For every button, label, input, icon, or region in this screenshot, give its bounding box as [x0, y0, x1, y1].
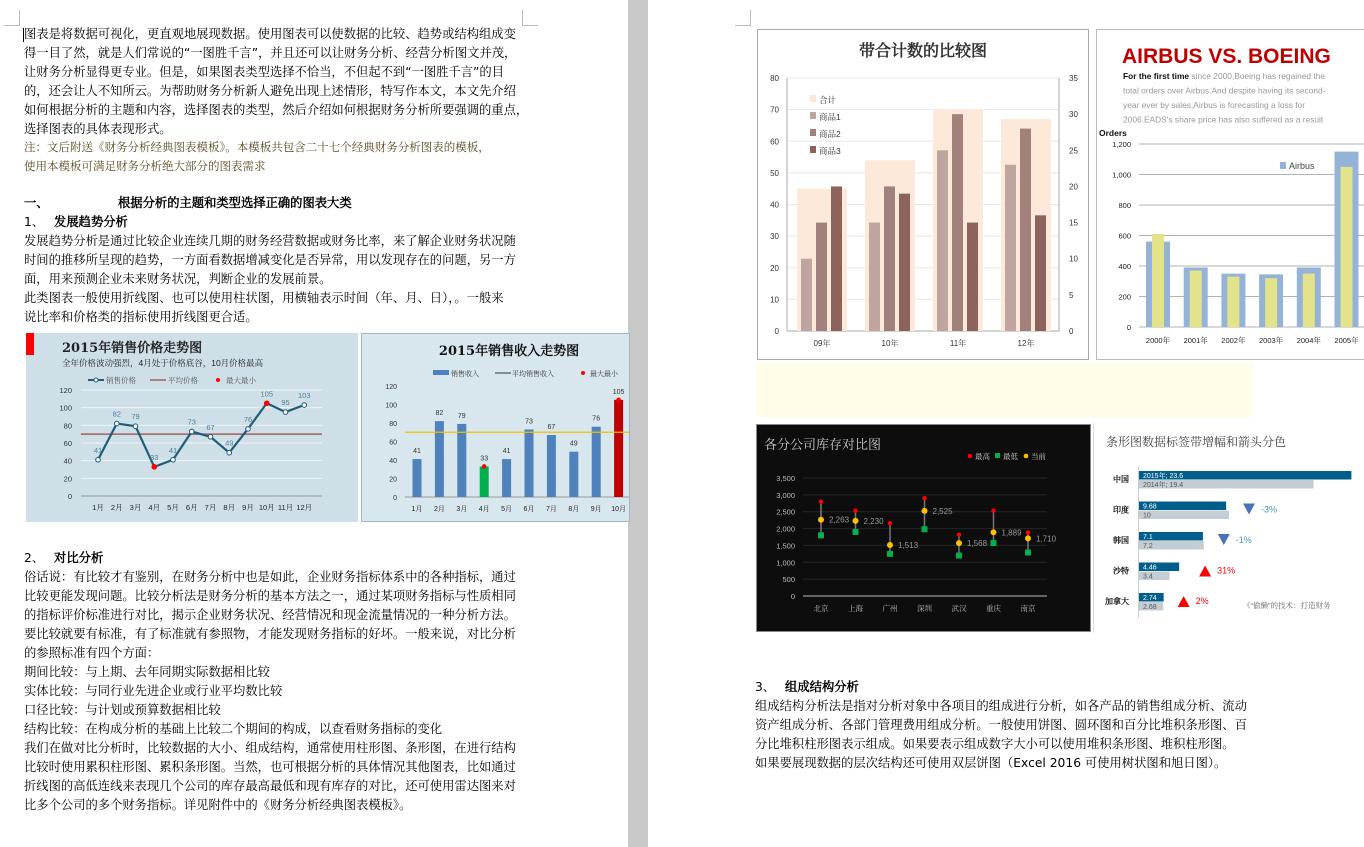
legend-label: Airbus [1289, 161, 1315, 171]
data-point [152, 465, 157, 470]
x-tick-label: 2000年 [1145, 336, 1171, 345]
y-tick-label: 1,000 [1112, 170, 1131, 180]
text-line: 注：文后附送《财务分析经典图表模板》。本模板共包含二十七个经典财务分析图表的模板， [24, 140, 490, 154]
x-tick-label: 上海 [848, 604, 863, 613]
label-2015: 7.1 [1143, 534, 1153, 541]
y-tick-label-right: 20 [1069, 182, 1078, 192]
text-line: 口径比较：与计划或预算数据相比较 [24, 703, 221, 717]
legend-swatch [810, 129, 816, 136]
data-point [283, 410, 288, 415]
data-point [264, 401, 269, 406]
description-line: year ever by sales,Airbus is forecasting a loss for [1123, 100, 1306, 110]
legend-label: 平均价格 [168, 376, 198, 385]
section-number: 一、 [24, 196, 49, 210]
text-line: 比多个公司的多个财务指标。详见附件中的《财务分析经典图表模板》。 [24, 798, 412, 812]
x-tick-label: 2005年 [1334, 336, 1359, 345]
subheading-structure [755, 678, 859, 697]
y-tick-label: 120 [385, 384, 397, 391]
data-label: 41 [502, 448, 511, 456]
text-line: 要比较就要有标准，有了标准就有参照物，才能发现财务指标的好坏。一般来说，对比分析 [24, 627, 516, 641]
y-tick-label: 20 [63, 474, 72, 484]
sub-title: 发展趋势分析 [54, 215, 128, 229]
section-title: 根据分析的主题和类型选择正确的图表大类 [118, 196, 352, 210]
low-marker [818, 532, 824, 538]
text-line: 结构比较：在构成分析的基础上比较二个期间的构成，以查看财务指标的变化 [24, 722, 443, 736]
y-tick-label-left: 0 [774, 327, 779, 336]
airbus-boeing-chart [1095, 28, 1364, 362]
data-label: 49 [569, 440, 578, 448]
data-point [133, 424, 138, 429]
high-marker [853, 509, 857, 513]
legend-swatch [810, 112, 816, 119]
legend-marker [995, 453, 1000, 458]
legend-marker [1024, 454, 1029, 459]
legend-label: 商品1 [819, 112, 841, 122]
subheading-compare [24, 549, 103, 568]
data-point [171, 457, 176, 462]
product-bar [869, 223, 880, 331]
current-label: 2,263 [829, 515, 850, 525]
corner-mark [735, 10, 751, 26]
product-bar [967, 223, 978, 331]
x-tick-label: 北京 [813, 604, 829, 613]
high-marker [819, 499, 823, 503]
category-label: 沙特 [1113, 566, 1129, 576]
current-marker [887, 542, 893, 548]
x-tick-label: 1月 [92, 503, 104, 512]
change-label: -3% [1261, 504, 1278, 515]
text-line: 比较更能发现问题。比较分析法是财务分析的基本方法之一，通过某项财务指标与性质相同 [24, 589, 516, 603]
data-label: 79 [131, 412, 140, 422]
extreme-marker [616, 398, 621, 403]
sub-number: 2、 [24, 551, 45, 565]
boeing-bar [1190, 271, 1202, 327]
low-marker [922, 526, 928, 532]
text-line: 图表是将数据可视化，更直观地展现数据。使用图表可以使数据的比较、趋势或结构组成变 [24, 27, 516, 41]
current-label: 1,710 [1036, 534, 1057, 544]
low-marker [887, 551, 893, 557]
y-tick-label: 80 [389, 421, 397, 428]
text-line: 的参照标准有四个方面： [24, 646, 160, 660]
high-marker [1026, 530, 1030, 534]
change-label: 31% [1217, 565, 1236, 576]
y-tick-label-right: 0 [1069, 327, 1074, 336]
x-tick-label: 10年 [881, 339, 899, 348]
y-tick-label: 60 [389, 439, 397, 447]
product-bar [952, 114, 963, 331]
label-2014: 10 [1143, 512, 1151, 520]
legend-label: 最高 [975, 452, 990, 461]
text-line: 如果要展现数据的层次结构还可使用双层饼图（Excel 2016 可使用树状图和旭日图）。 [755, 756, 1227, 770]
x-tick-label: 11月 [277, 503, 294, 512]
text-line: 让财务分析显得更专业。但是，如果图表类型选择不恰当，不但起不到“一图胜千言”的目 [24, 65, 505, 79]
x-tick-label: 2003年 [1259, 336, 1284, 345]
data-label: 105 [612, 388, 625, 396]
data-label: 49 [225, 438, 234, 448]
bar [413, 459, 422, 497]
y-tick-label: 120 [59, 386, 72, 395]
data-label: 41 [413, 448, 421, 456]
bar [614, 400, 623, 497]
x-tick-label: 7月 [204, 503, 217, 512]
x-tick-label: 2001年 [1183, 336, 1208, 345]
data-point [114, 421, 119, 426]
text-line: 如何根据分析的主题和内容，选择图表的类型，然后介绍如何根据财务分析所要强调的重点， [24, 103, 529, 117]
y-tick-label: 3,000 [776, 490, 795, 500]
low-marker [991, 540, 997, 546]
boeing-bar [1303, 274, 1315, 327]
label-2015: 9.68 [1143, 503, 1157, 511]
data-label: 67 [206, 422, 215, 432]
x-tick-label: 2月 [110, 503, 123, 512]
current-label: 1,889 [1001, 528, 1022, 538]
sub-number: 1、 [24, 215, 45, 229]
text-line: 俗话说：有比较才有鉴别，在财务分析中也是如此，企业财务指标体系中的各种指标，通过 [24, 570, 516, 584]
label-2014: 2.68 [1143, 604, 1157, 611]
y-tick-label: 800 [1118, 201, 1131, 210]
product-bar [1020, 129, 1031, 331]
x-tick-label: 12月 [296, 503, 313, 512]
data-label: 103 [297, 391, 311, 401]
text-line: 面，用来预测企业未来财务状况，判断企业的发展前景。 [24, 272, 332, 286]
data-label: 41 [93, 445, 103, 455]
x-tick-label: 2002年 [1221, 336, 1246, 345]
x-tick-label: 11年 [949, 339, 967, 348]
y-tick-label: 400 [1118, 262, 1131, 271]
data-point [189, 429, 194, 434]
high-marker [957, 532, 961, 536]
x-tick-label: 12年 [1017, 339, 1035, 348]
product-bar [884, 186, 895, 331]
chart-background [362, 334, 630, 522]
data-label: 95 [281, 398, 290, 408]
y-tick-label: 60 [63, 439, 72, 448]
revenue-trend-chart [361, 333, 630, 522]
lead-text: For the first time [1123, 71, 1190, 81]
bar [502, 459, 511, 497]
current-marker [1025, 535, 1031, 541]
low-marker [853, 529, 859, 535]
legend-label: 商品3 [819, 146, 841, 156]
y-tick-label: 0 [393, 495, 397, 502]
legend-label: 销售价格 [106, 376, 136, 385]
chart-title: 2015年销售价格走势图 [62, 341, 203, 356]
high-marker [888, 521, 892, 525]
chart-description [1123, 71, 1325, 81]
y-tick-label-left: 10 [770, 295, 779, 305]
text-line: 折线图的高低连线来表现几个公司的库存最高最低和现有库存的对比，还可使用雷达图来对 [24, 779, 516, 793]
structure-paragraph[interactable] [755, 697, 1247, 773]
text-line: 分比堆积柱形图表示组成。如果要表示组成数字大小可以使用堆积条形图、堆积柱形图。 [755, 737, 1235, 751]
section-heading [24, 194, 352, 213]
data-label: 82 [435, 410, 444, 418]
y-tick-label: 500 [782, 575, 795, 585]
change-label: 2% [1195, 596, 1209, 606]
label-2014: 7.2 [1143, 543, 1153, 550]
description-line: total orders over Airbus.And despite having its second- [1123, 85, 1326, 96]
x-tick-label: 09年 [813, 339, 831, 348]
x-tick-label: 8月 [568, 506, 580, 513]
text-line: 使用本模板可满足财务分析绝大部分的图表需求 [24, 159, 266, 173]
price-trend-chart [26, 333, 358, 522]
text-line: 组成结构分析法是指对分析对象中各项目的组成进行分析，如各产品的销售组成分析、流动 [755, 699, 1247, 713]
y-tick-label-left: 20 [770, 263, 779, 273]
y-tick-label-right: 30 [1069, 110, 1078, 120]
y-tick-label: 3,500 [776, 474, 795, 483]
product-bar [937, 150, 948, 331]
corner-mark [4, 10, 20, 26]
text-line: 我们在做对比分析时，比较数据的大小、组成结构，通常使用柱形图、条形图，在进行结构 [24, 741, 516, 755]
x-tick-label: 武汉 [951, 604, 967, 613]
text-line: 资产组成分析、各部门管理费用组成分析。一般使用饼图、圆环图和百分比堆积条形图、百 [755, 718, 1247, 732]
y-tick-label-right: 5 [1069, 290, 1074, 300]
data-label: 105 [260, 389, 274, 399]
text-line: since 2000,Boeing has regained the [1189, 71, 1326, 81]
bar-2014 [1139, 511, 1229, 520]
current-label: 2,525 [932, 506, 953, 516]
y-tick-label: 1,000 [776, 558, 795, 568]
text-line: 的，还会让人不知所云。为帮助财务分析新人避免出现上述情形，特写作本文，本文先介绍 [24, 84, 516, 98]
current-marker [853, 518, 859, 524]
sub-title: 组成结构分析 [785, 680, 859, 694]
legend-label: 平均销售收入 [512, 371, 554, 378]
boeing-bar [1227, 277, 1239, 327]
x-tick-label: 4月 [478, 506, 490, 513]
bar [525, 429, 534, 497]
text-line: 期间比较：与上期、去年同期实际数据相比较 [24, 665, 270, 679]
boeing-bar [1152, 234, 1164, 327]
product-bar [831, 186, 842, 331]
x-tick-label: 3月 [456, 506, 468, 513]
text-line: 说比率和价格类的指标使用折线图更合适。 [24, 310, 258, 324]
category-label: 加拿大 [1105, 597, 1129, 606]
data-point [246, 427, 251, 432]
y-tick-label-left: 80 [770, 74, 779, 83]
high-marker [991, 509, 995, 513]
legend-marker [968, 454, 973, 459]
legend-swatch [810, 146, 816, 153]
extreme-marker [482, 464, 487, 469]
data-label: 67 [547, 424, 556, 432]
y-tick-label: 2,000 [776, 524, 795, 534]
data-label: 73 [187, 417, 196, 427]
inventory-comparison-chart [755, 423, 1092, 633]
note-paragraph[interactable] [24, 138, 490, 176]
x-tick-label: 2004年 [1296, 336, 1321, 345]
data-label: 82 [112, 409, 121, 419]
subheading-trend [24, 213, 128, 232]
chart-title: AIRBUS VS. BOEING [1122, 45, 1331, 68]
data-label: 79 [457, 412, 466, 420]
current-label: 1,568 [967, 539, 988, 549]
legend-label: 当前 [1031, 452, 1046, 461]
data-point [208, 435, 213, 440]
legend-label: 销售收入 [451, 371, 479, 378]
growth-bar-chart [1093, 423, 1364, 633]
y-tick-label: 200 [1118, 292, 1131, 302]
page-gutter [628, 0, 648, 847]
current-marker [956, 540, 962, 546]
legend-label: 合计 [819, 95, 837, 105]
legend-extreme-swatch [216, 378, 220, 382]
text-line: 得一目了然，就是人们常说的“一图胜千言”，并且还可以让财务分析、经营分析图文并茂， [24, 46, 517, 60]
y-tick-label: 2,500 [776, 507, 795, 517]
product-bar [1035, 215, 1046, 331]
x-tick-label: 4月 [148, 503, 161, 512]
boeing-bar [1265, 278, 1277, 327]
data-label: 73 [525, 418, 533, 426]
category-label: 印度 [1113, 505, 1129, 515]
x-tick-label: 深圳 [917, 604, 932, 613]
y-tick-label-left: 40 [770, 200, 779, 210]
y-tick-label: 0 [67, 492, 72, 501]
text-line: 比较时使用累积柱形图、累积条形图。当然，也可根据分析的具体情况其他图表，比如通过 [24, 760, 516, 774]
y-tick-label-left: 50 [770, 168, 779, 178]
x-tick-label: 9月 [242, 503, 254, 512]
y-tick-label-left: 70 [770, 105, 779, 115]
x-tick-label: 9月 [590, 506, 602, 513]
legend-swatch [810, 95, 816, 102]
current-marker [922, 508, 928, 514]
data-point [227, 450, 232, 455]
current-marker [818, 517, 824, 523]
data-label: 76 [592, 415, 601, 423]
x-tick-label: 10月 [258, 503, 275, 512]
corner-mark [522, 10, 538, 26]
chart-subtitle: 全年价格波动强烈，4月处于价格底谷，10月价格最高 [62, 358, 264, 368]
x-tick-label: 6月 [523, 506, 535, 513]
y-tick-label: 40 [389, 458, 397, 465]
x-tick-label: 8月 [223, 503, 236, 512]
x-tick-label: 5月 [501, 506, 513, 513]
trend-paragraph[interactable] [24, 232, 516, 327]
boeing-bar [1341, 167, 1353, 327]
y-tick-label-left: 30 [770, 232, 779, 242]
low-marker [1025, 550, 1031, 556]
legend-marker [94, 378, 98, 382]
text-line: 的指标评价标准进行对比，揭示企业财务状况、经营情况和现金流量情况的一种分析方法。 [24, 608, 516, 622]
data-label: 76 [243, 414, 253, 424]
label-2015: 2.74 [1143, 595, 1157, 602]
text-line: 选择图表的具体表现形式。 [24, 122, 172, 136]
legend-label: 商品2 [819, 129, 841, 139]
y-tick-label: 0 [790, 592, 795, 601]
legend-bar-swatch [433, 370, 449, 375]
chart-title: 2015年销售收入走势图 [438, 344, 580, 359]
data-label: 41 [168, 445, 178, 455]
bar [480, 466, 489, 497]
y-tick-label-right: 25 [1069, 146, 1078, 156]
description-line: 2006.EADS's share price has also suffered as a result [1123, 114, 1324, 125]
x-tick-label: 7月 [545, 506, 557, 513]
intro-paragraph[interactable] [24, 25, 528, 139]
text-line: 实体比较：与同行业先进企业或行业平均数比较 [24, 684, 283, 698]
y-tick-label: 20 [389, 476, 397, 484]
y-tick-label-right: 15 [1069, 218, 1078, 228]
category-label: 中国 [1113, 475, 1129, 484]
text-line: 此类图表一般使用折线图、也可以使用柱状图，用横轴表示时间（年、月、日），。一般来 [24, 291, 504, 305]
y-tick-label: 600 [1118, 231, 1131, 241]
current-marker [991, 529, 997, 535]
y-tick-label: 80 [63, 421, 72, 431]
y-tick-label: 1,200 [1112, 140, 1131, 149]
y-tick-label: 0 [1126, 323, 1131, 332]
current-label: 2,230 [863, 516, 884, 526]
highlight-area [756, 363, 1253, 417]
y-tick-label: 1,500 [776, 541, 795, 551]
accent-bar [26, 333, 34, 355]
data-point [96, 457, 101, 462]
chart-title: 带合计数的比较图 [858, 41, 988, 60]
y-tick-label-left: 60 [770, 137, 779, 147]
legend-label: 最大最小 [226, 376, 256, 385]
y-tick-label: 40 [63, 456, 72, 466]
footer-text: 《“偷懒”的技术：打造财务 [1243, 601, 1331, 610]
x-tick-label: 南京 [1020, 604, 1036, 613]
y-axis-title: Orders [1099, 128, 1127, 138]
low-marker [956, 553, 962, 559]
x-tick-label: 10月 [611, 506, 626, 513]
y-tick-label: 100 [385, 402, 397, 410]
data-label: 33 [150, 452, 159, 462]
legend-label: 最大最小 [590, 371, 618, 378]
label-2014: 3.4 [1143, 573, 1153, 581]
change-label: -1% [1235, 535, 1252, 545]
label-2015: 2015年; 23.6 [1143, 473, 1184, 480]
high-marker [922, 496, 926, 500]
legend-extreme-swatch [581, 371, 585, 375]
current-label: 1,513 [898, 540, 919, 550]
product-bar [801, 259, 812, 331]
legend-label: 最低 [1003, 452, 1018, 461]
text-line: 时间的推移所呈现的趋势，一方面看数据增减变化是否异常，用以发现存在的问题，另一方 [24, 253, 516, 267]
x-tick-label: 广州 [882, 604, 898, 613]
x-tick-label: 1月 [411, 506, 423, 513]
total-comparison-chart [755, 28, 1091, 362]
legend-swatch [1280, 162, 1286, 169]
y-tick-label: 100 [59, 403, 72, 413]
x-tick-label: 5月 [167, 503, 179, 512]
bar [547, 435, 556, 497]
product-bar [1005, 165, 1016, 331]
data-point [302, 403, 307, 408]
compare-paragraph[interactable] [24, 568, 516, 815]
x-tick-label: 2月 [433, 506, 445, 513]
category-label: 韩国 [1113, 536, 1129, 545]
sub-title: 对比分析 [54, 551, 104, 565]
bar [457, 424, 466, 497]
x-tick-label: 重庆 [986, 604, 1001, 613]
x-tick-label: 3月 [129, 503, 142, 512]
text-line: 发展趋势分析是通过比较企业连续几期的财务经营数据或财务比率，来了解企业财务状况随 [24, 234, 516, 248]
label-2015: 4.46 [1143, 564, 1157, 572]
data-label: 33 [480, 455, 489, 463]
bar [569, 452, 578, 497]
product-bar [816, 223, 827, 331]
chart-title: 各分公司库存对比图 [764, 437, 882, 452]
label-2014: 2014年; 19.4 [1143, 482, 1184, 489]
bar [592, 427, 601, 497]
x-tick-label: 6月 [185, 503, 198, 512]
sub-number: 3、 [755, 680, 776, 694]
y-tick-label-right: 10 [1069, 254, 1078, 264]
product-bar [899, 194, 910, 331]
y-tick-label-right: 35 [1069, 74, 1078, 83]
chart-title: 条形图数据标签带增幅和箭头分色 [1106, 435, 1287, 449]
